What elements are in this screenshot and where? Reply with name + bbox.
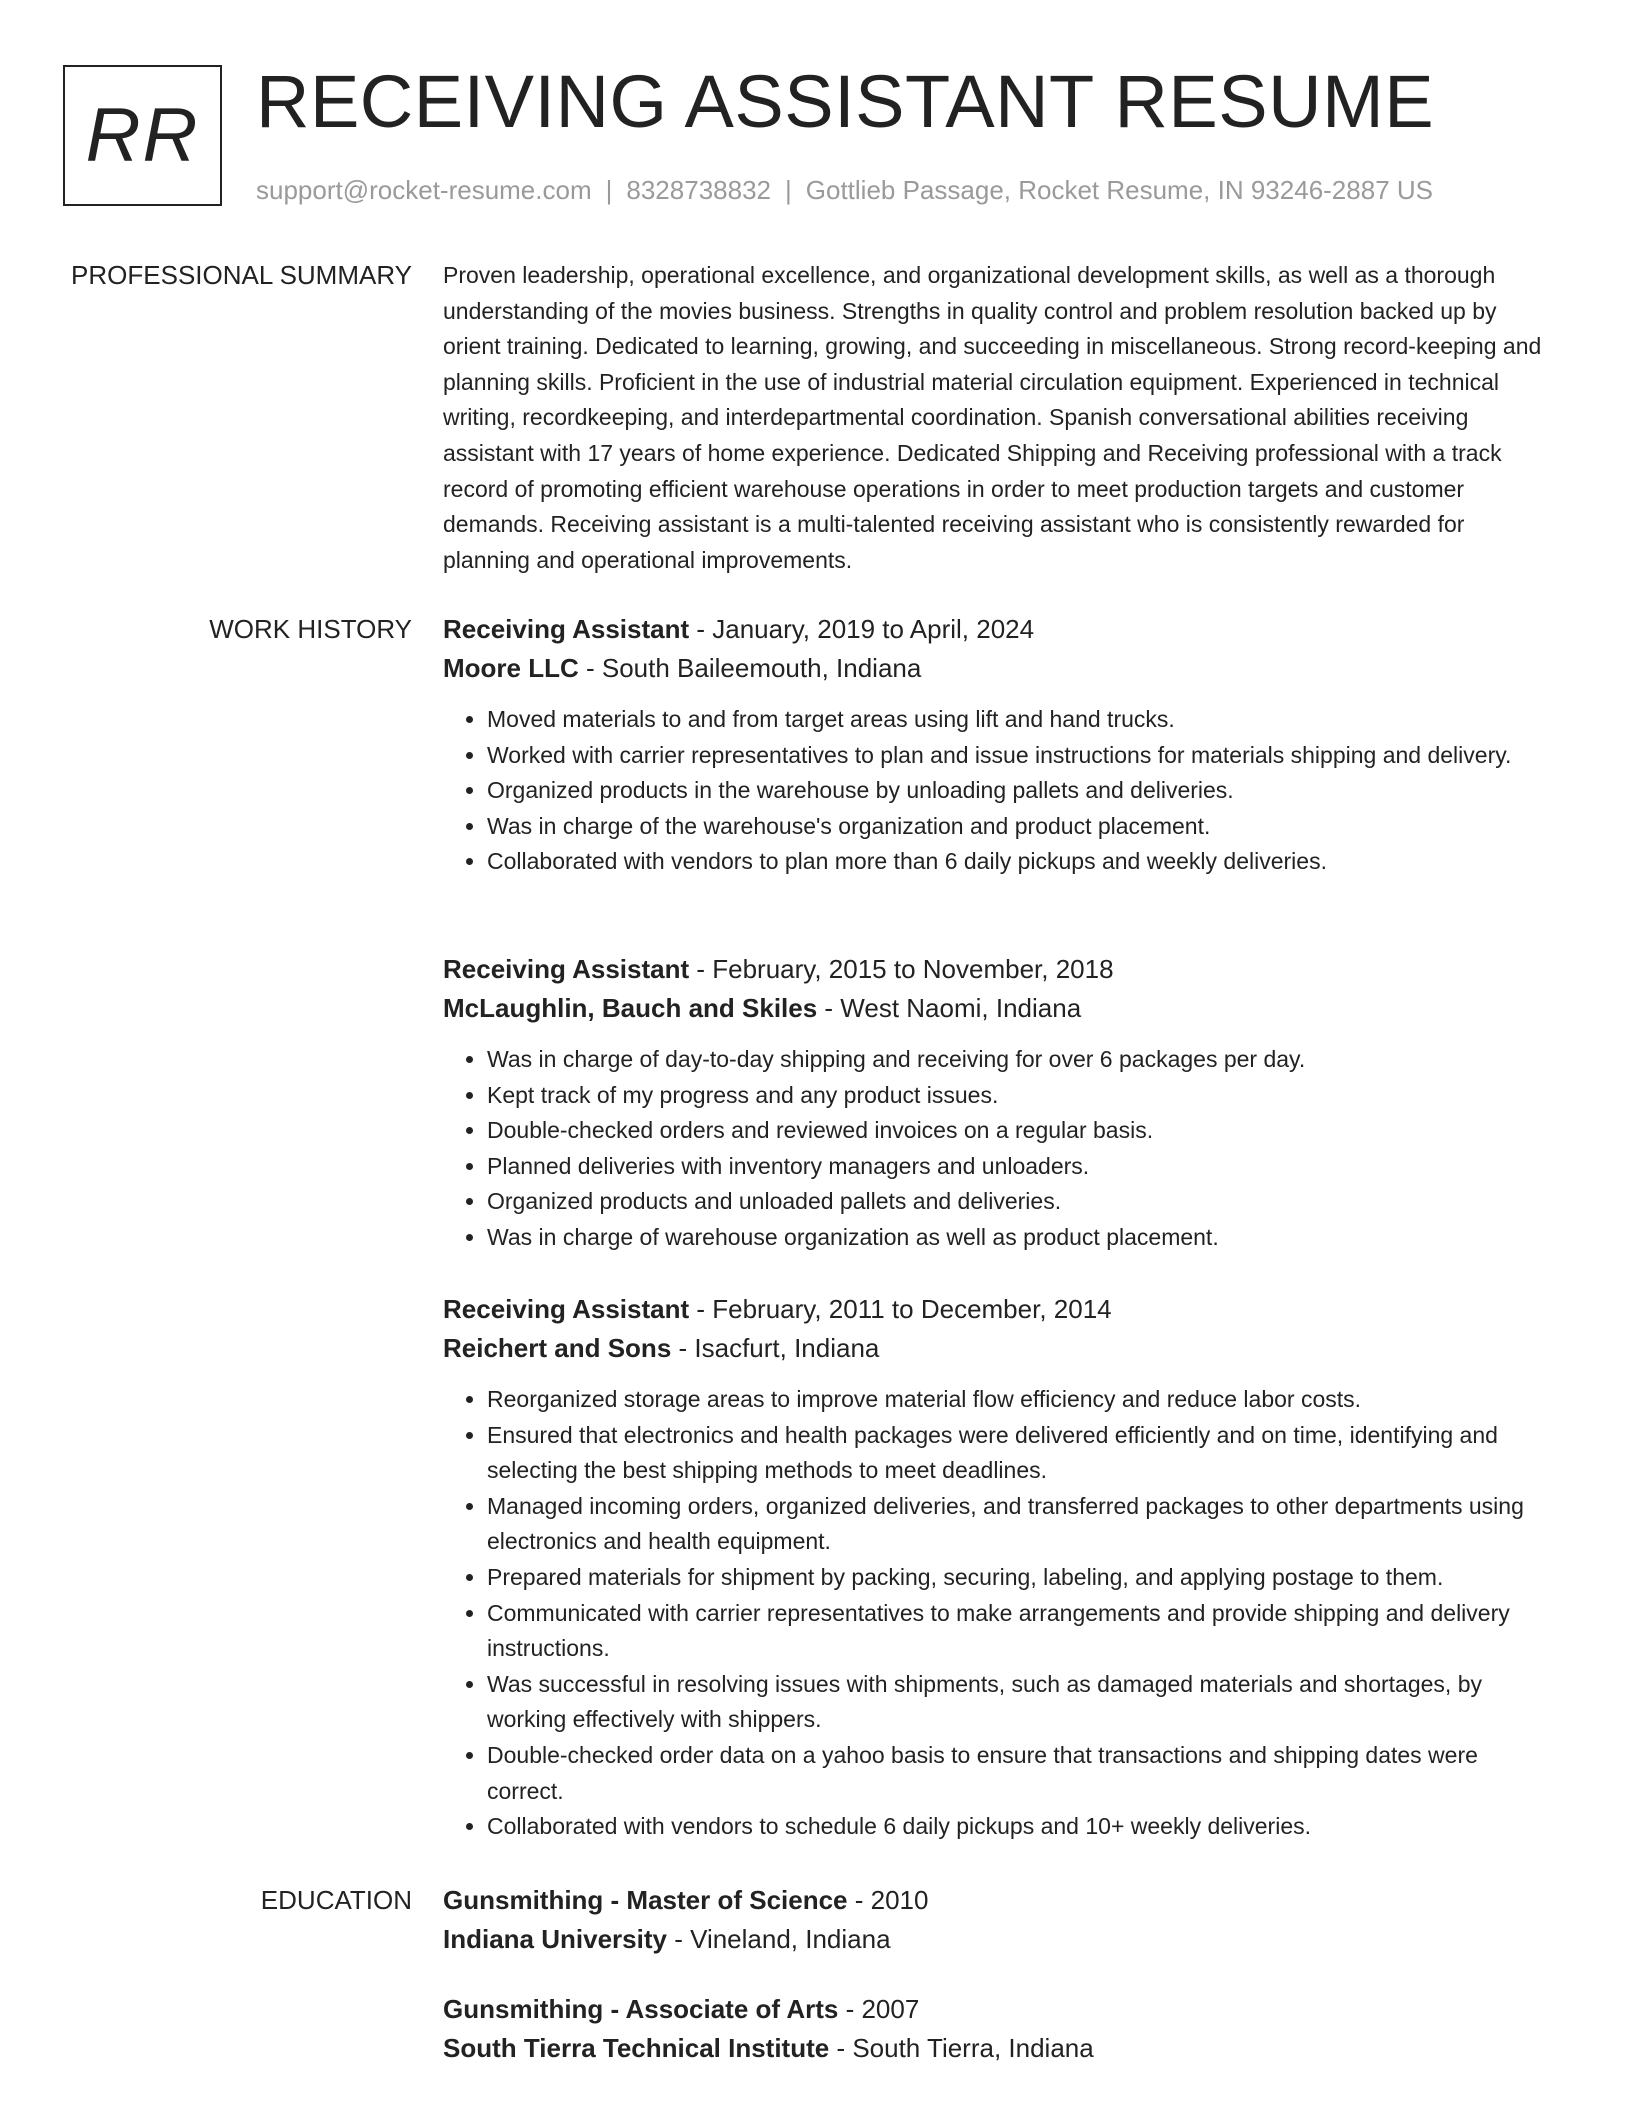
job-bullet: • Was in charge of the warehouse's organization and product placement. [487,809,1548,845]
job-bullet: • Double-checked orders and reviewed invoices on a regular basis. [487,1113,1548,1149]
job-company: Moore LLC [443,653,579,683]
degree: Gunsmithing - Master of Science [443,1885,848,1915]
job-bullet: • Was in charge of warehouse organization as well as product placement. [487,1220,1548,1256]
job-title-line [443,950,1548,989]
contact-separator: | [785,175,792,205]
job-bullet: • Double-checked order data on a yahoo basis to ensure that transactions and shipping dates were correct. [487,1738,1548,1809]
section-label-summary: PROFESSIONAL SUMMARY [71,260,412,290]
job-entry [443,610,1548,880]
job-bullet: • Worked with carrier representatives to plan and issue instructions for materials shipping and delivery. [487,738,1548,774]
section-label-education: EDUCATION [260,1885,412,1915]
degree: Gunsmithing - Associate of Arts [443,1994,839,2024]
job-company-line [443,1329,1548,1368]
contact-email: support@rocket-resume.com [256,175,592,205]
summary-text: Proven leadership, operational excellence, and organizational development skills, as well as a thorough understanding of the movies business. Strengths in quality control and problem resolution backed up by orient training. Dedicated to learning, growing, and succeeding in miscellaneous. Strong record-keeping and planning skills. Proficient in the use of industrial material circulation equipment. Experienced in technical writing, recordkeeping, and interdepartmental coordination. Spanish conversational abilities receiving assistant with 17 years of home experience. Dedicated Shipping and Receiving professional with a track record of promoting efficient warehouse operations in order to meet production targets and customer demands. Receiving assistant is a multi-talented receiving assistant who is consistently rewarded for planning and operational improvements. [443,262,1542,573]
job-bullets [443,1042,1548,1256]
contact-address: Gottlieb Passage, Rocket Resume, IN 93246-2887 US [805,175,1433,205]
job-title: Receiving Assistant [443,954,690,984]
job-location: - West Naomi, Indiana [817,993,1082,1023]
monogram: RR [63,65,222,206]
school-line [443,1920,1548,1959]
job-dates: - February, 2015 to November, 2018 [689,954,1114,984]
job-company: Reichert and Sons [443,1333,672,1363]
job-entry [443,950,1548,1256]
job-bullet: • Prepared materials for shipment by packing, securing, labeling, and applying postage to them. [487,1560,1548,1596]
job-bullet: • Planned deliveries with inventory managers and unloaders. [487,1149,1548,1185]
job-dates: - January, 2019 to April, 2024 [689,614,1035,644]
job-dates: - February, 2011 to December, 2014 [689,1294,1112,1324]
job-title: Receiving Assistant [443,614,690,644]
job-location: - Isacfurt, Indiana [671,1333,880,1363]
job-bullet: • Collaborated with vendors to plan more than 6 daily pickups and weekly deliveries. [487,844,1548,880]
contact-line [256,174,1433,206]
job-bullet: • Communicated with carrier representatives to make arrangements and provide shipping and delivery instructions. [487,1596,1548,1667]
section-label-work-history: WORK HISTORY [209,614,412,644]
job-bullets [443,702,1548,880]
job-title-line [443,610,1548,649]
job-company: McLaughlin, Bauch and Skiles [443,993,818,1023]
contact-phone: 8328738832 [626,175,771,205]
job-company-line [443,649,1548,688]
education-entry [443,1881,1548,1959]
job-location: - South Baileemouth, Indiana [578,653,922,683]
job-title-line [443,1290,1548,1329]
job-bullet: • Organized products and unloaded pallets and deliveries. [487,1184,1548,1220]
degree-year: - 2010 [847,1885,929,1915]
job-bullet: • Kept track of my progress and any product issues. [487,1078,1548,1114]
job-bullet: • Moved materials to and from target areas using lift and hand trucks. [487,702,1548,738]
school: Indiana University [443,1924,667,1954]
job-bullet: • Managed incoming orders, organized deliveries, and transferred packages to other departments using electronics and health equipment. [487,1489,1548,1560]
school-line [443,2029,1548,2068]
job-title: Receiving Assistant [443,1294,690,1324]
contact-separator: | [605,175,613,205]
summary-section [443,258,1548,578]
degree-line [443,1881,1548,1920]
school-location: - Vineland, Indiana [666,1924,891,1954]
school-location: - South Tierra, Indiana [829,2033,1094,2063]
school: South Tierra Technical Institute [443,2033,830,2063]
job-bullet: • Reorganized storage areas to improve material flow efficiency and reduce labor costs. [487,1382,1548,1418]
degree-year: - 2007 [838,1994,920,2024]
degree-line [443,1990,1548,2029]
job-bullet: • Was in charge of day-to-day shipping and receiving for over 6 packages per day. [487,1042,1548,1078]
job-bullet: • Organized products in the warehouse by unloading pallets and deliveries. [487,773,1548,809]
job-bullet: • Ensured that electronics and health packages were delivered efficiently and on time, identifying and selecting the best shipping methods to meet deadlines. [487,1418,1548,1489]
job-company-line [443,989,1548,1028]
job-bullet: • Collaborated with vendors to schedule 6 daily pickups and 10+ weekly deliveries. [487,1809,1548,1845]
education-entry [443,1990,1548,2068]
job-entry [443,1290,1548,1845]
job-bullets [443,1382,1548,1845]
job-bullet: • Was successful in resolving issues with shipments, such as damaged materials and shortages, by working effectively with shippers. [487,1667,1548,1738]
resume-title: RECEIVING ASSISTANT RESUME [256,60,1435,143]
